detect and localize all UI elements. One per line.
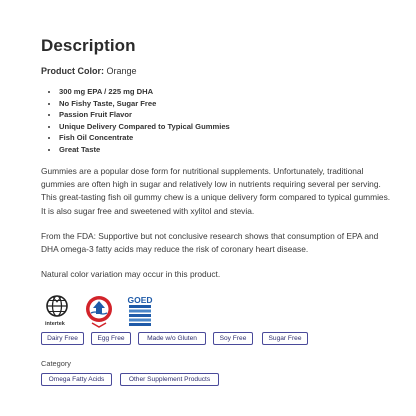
description-paragraph: Gummies are a popular dose form for nutritional supplements. Unfortunately, traditional gummies are often high in sugar and relatively low in nutrients requiring several per serving. This great-tasting fish oil gummy chew is a unique delivery form compared to typical gummies. It is also sugar free and sweetened with xylitol and stevia. [41,166,391,216]
tag-egg-free[interactable]: Egg Free [91,332,131,345]
feature-item: • Unique Delivery Compared to Typical Gummies [59,121,391,133]
feature-item: • 300 mg EPA / 225 mg DHA [59,86,391,98]
goed-wordmark: GOED [127,295,153,305]
description-section [41,36,391,281]
category-label: Category [41,359,71,368]
intertek-logo [44,294,70,325]
category-other-supplement-products[interactable]: Other Supplement Products [120,373,219,386]
feature-item: • Great Taste [59,144,391,156]
intertek-globe-icon [44,294,70,320]
feature-item: • No Fishy Taste, Sugar Free [59,98,391,110]
intertek-caption: intertek [45,321,65,327]
goed-omega-icon [126,294,154,328]
color-variation-note: Natural color variation may occur in this product. [41,269,221,280]
product-color-value: Orange [106,66,137,76]
friend-of-the-sea-icon [84,294,114,328]
feature-item: • Passion Fruit Flavor [59,109,391,121]
fda-statement: From the FDA: Supportive but not conclusive research shows that consumption of EPA and DHA omega-3 fatty acids may reduce the risk of coronary heart disease. [41,230,379,255]
tag-sugar-free[interactable]: Sugar Free [262,332,308,345]
description-title: Description [41,36,136,55]
certification-logos [44,294,164,328]
friend-of-the-sea-logo [84,294,114,333]
feature-item: • Fish Oil Concentrate [59,132,391,144]
goed-logo [126,294,154,333]
product-color-line [41,66,391,77]
category-omega-fatty-acids[interactable]: Omega Fatty Acids [41,373,112,386]
tag-soy-free[interactable]: Soy Free [213,332,253,345]
tag-dairy-free[interactable]: Dairy Free [41,332,84,345]
tag-made-without-gluten[interactable]: Made w/o Gluten [138,332,206,345]
product-color-label: Product Color: [41,66,104,76]
feature-list [41,86,391,155]
